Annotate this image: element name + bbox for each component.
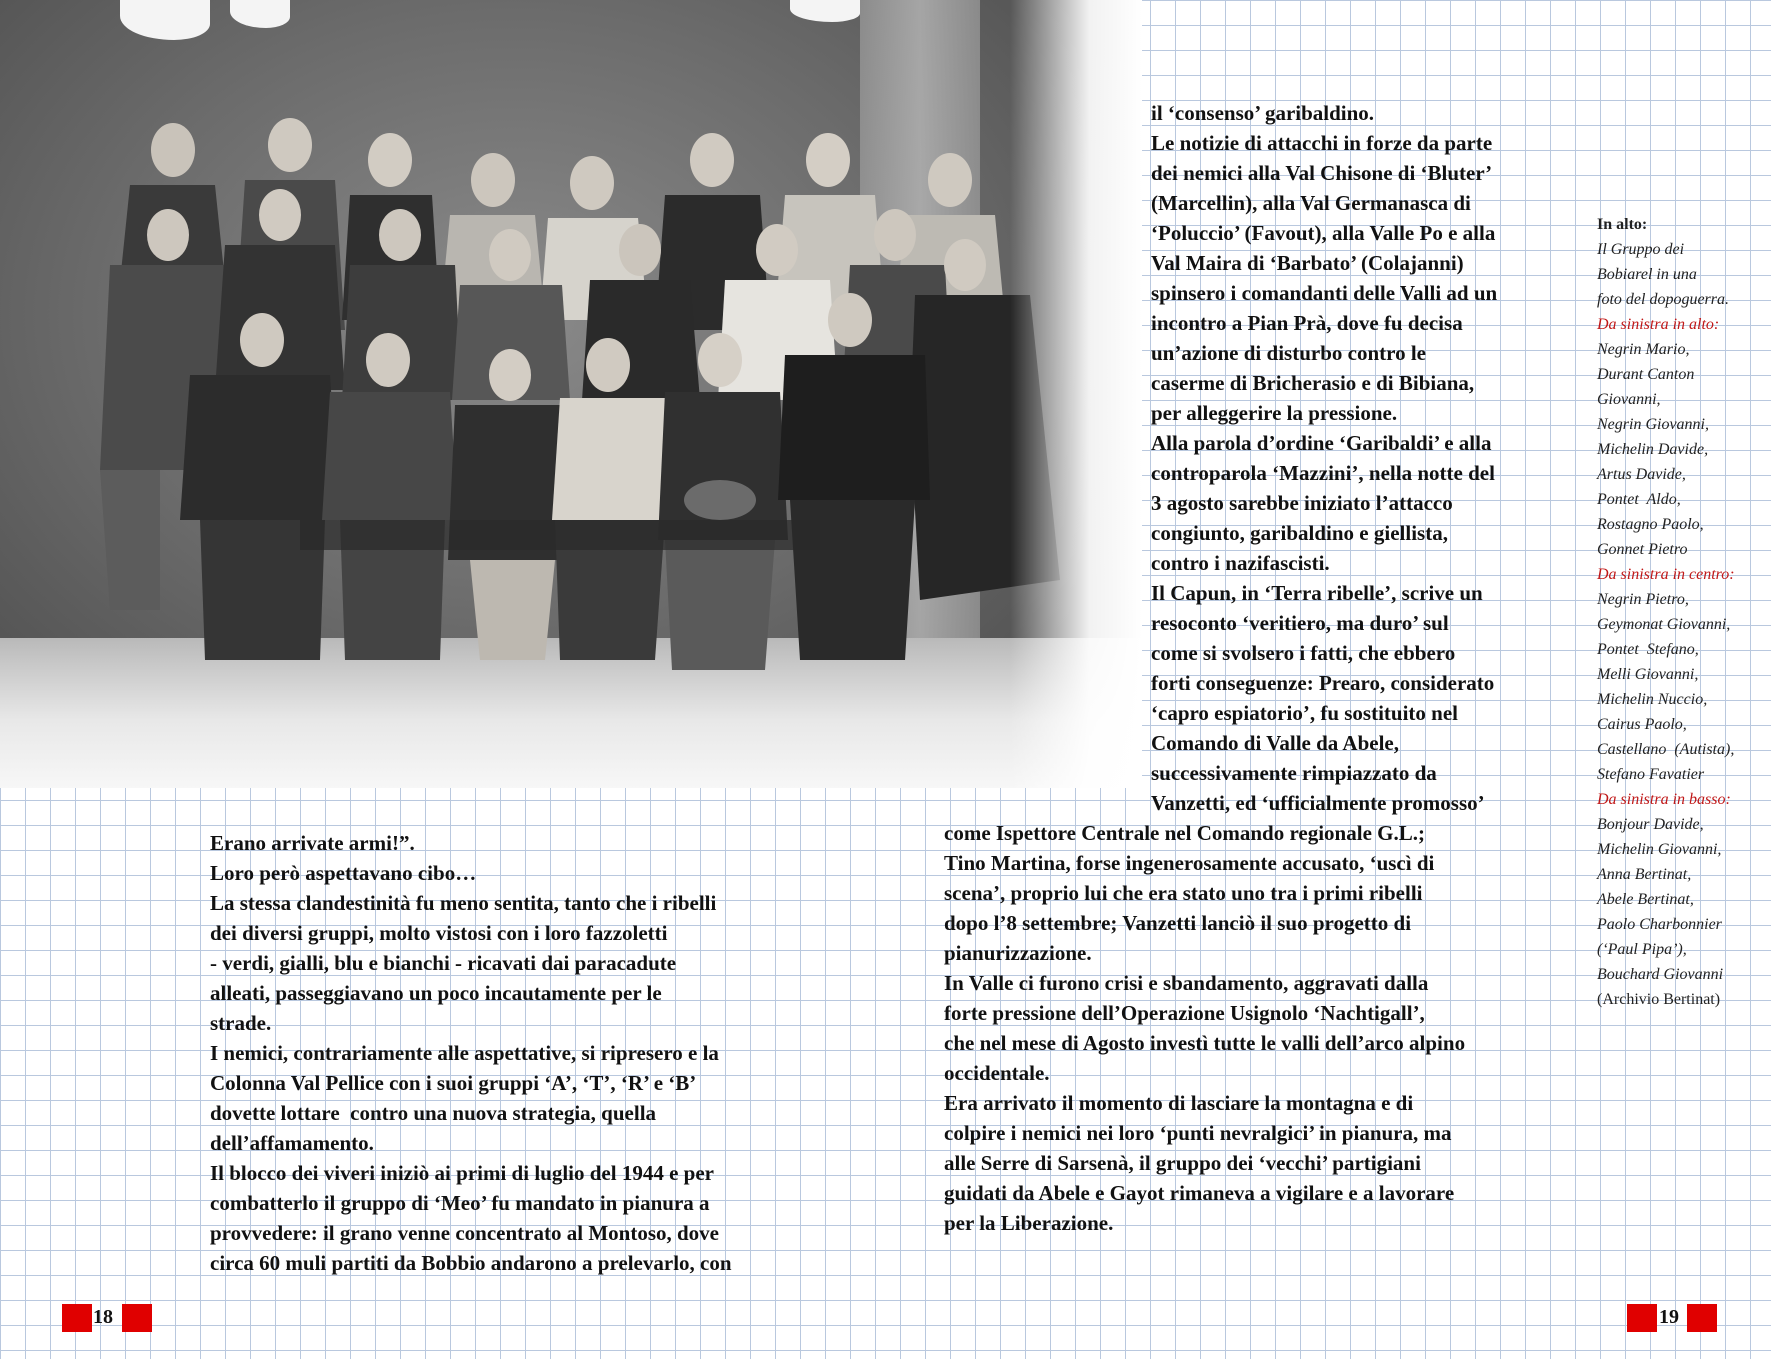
photo-faded-edge xyxy=(1010,0,1142,788)
page-marker-left xyxy=(62,1304,92,1332)
caption-intro: Il Gruppo dei Bobiarel in una foto del dopoguerra. xyxy=(1597,241,1729,308)
caption-names-middle: Negrin Pietro, Geymonat Giovanni, Pontet Stefano, Melli Giovanni, Michelin Nuccio, Cairus Paolo, Castellano (Autista), Stefano Favatier xyxy=(1597,591,1735,783)
caption-label-bottom: Da sinistra in basso: xyxy=(1597,791,1731,808)
photo-caption xyxy=(1597,212,1735,1012)
page-marker-right-2 xyxy=(1687,1304,1717,1332)
caption-heading: In alto: xyxy=(1597,216,1648,233)
group-figures xyxy=(0,0,1142,788)
page-number-right: 19 xyxy=(1659,1306,1679,1328)
caption-label-top: Da sinistra in alto: xyxy=(1597,316,1720,333)
caption-names-top: Negrin Mario, Durant Canton Giovanni, Negrin Giovanni, Michelin Davide, Artus Davide, Pontet Aldo, Rostagno Paolo, Gonnet Pietro xyxy=(1597,341,1709,558)
page-number-left: 18 xyxy=(93,1306,113,1328)
caption-label-middle: Da sinistra in centro: xyxy=(1597,566,1735,583)
right-page-text-bottom: come Ispettore Centrale nel Comando regionale G.L.; Tino Martina, forse ingenerosamente accusato, ‘uscì di scena’, proprio lui che era stato uno tra i primi ribelli dopo l’8 settembre; Vanzetti lanciò il suo progetto di pianurizzazione. In Valle ci furono crisi e sbandamento, aggravati dalla forte pressione dell’Operazione Usignolo ‘Nachtigall’, che nel mese di Agosto investì tutte le valli dell’arco alpino occidentale. Era arrivato il momento di lasciare la montagna e di colpire i nemici nei loro ‘punti nevralgici’ in pianura, ma alle Serre di Sarsenà, il gruppo dei ‘vecchi’ partigiani guidati da Abele e Gayot rimaneva a vigilare e a lavorare per la Liberazione. xyxy=(944,821,1466,1235)
group-photograph xyxy=(0,0,1142,788)
caption-names-bottom: Bonjour Davide, Michelin Giovanni, Anna Bertinat, Abele Bertinat, Paolo Charbonnier (‘Paul Pipa’), Bouchard Giovanni xyxy=(1597,816,1724,983)
page-marker-left-2 xyxy=(122,1304,152,1332)
right-page-text-top: il ‘consenso’ garibaldino. Le notizie di attacchi in forze da parte dei nemici alla Val Chisone di ‘Bluter’ (Marcellin), alla Val Germanasca di ‘Poluccio’ (Favout), alla Valle Po e alla Val Maira di ‘Barbato’ (Colajanni) spinsero i comandanti delle Valli ad un incontro a Pian Prà, dove fu decisa un’azione di disturbo contro le caserme di Bricherasio e di Bibiana, per alleggerire la pressione. Alla parola d’ordine ‘Garibaldi’ e alla controparola ‘Mazzini’, nella notte del 3 agosto sarebbe iniziato l’attacco congiunto, garibaldino e giellista, contro i nazifascisti. Il Capun, in ‘Terra ribelle’, scrive un resoconto ‘veritiero, ma duro’ sul come si svolsero i fatti, che ebbero forti conseguenze: Prearo, considerato ‘capro espiatorio’, fu sostituito nel Comando di Valle da Abele, successivamente rimpiazzato da Vanzetti, ed ‘ufficialmente promosso’ xyxy=(1151,101,1498,815)
page-marker-right xyxy=(1627,1304,1657,1332)
caption-archive: (Archivio Bertinat) xyxy=(1597,991,1721,1008)
left-page-text: Erano arrivate armi!”. Loro però aspettavano cibo… La stessa clandestinità fu meno sentita, tanto che i ribelli dei diversi gruppi, molto vistosi con i loro fazzoletti - verdi, gialli, blu e bianchi - ricavati dai paracadute alleati, passeggiavano un poco incautamente per le strade. I nemici, contrariamente alle aspettative, si ripresero e la Colonna Val Pellice con i suoi gruppi ‘A’, ‘T’, ‘R’ e ‘B’ dovette lottare contro una nuova strategia, quella dell’affamamento. Il blocco dei viveri iniziò ai primi di luglio del 1944 e per combatterlo il gruppo di ‘Meo’ fu mandato in pianura a provvedere: il grano venne concentrato al Montoso, dove circa 60 muli partiti da Bobbio andarono a prelevarlo, con xyxy=(210,831,732,1275)
